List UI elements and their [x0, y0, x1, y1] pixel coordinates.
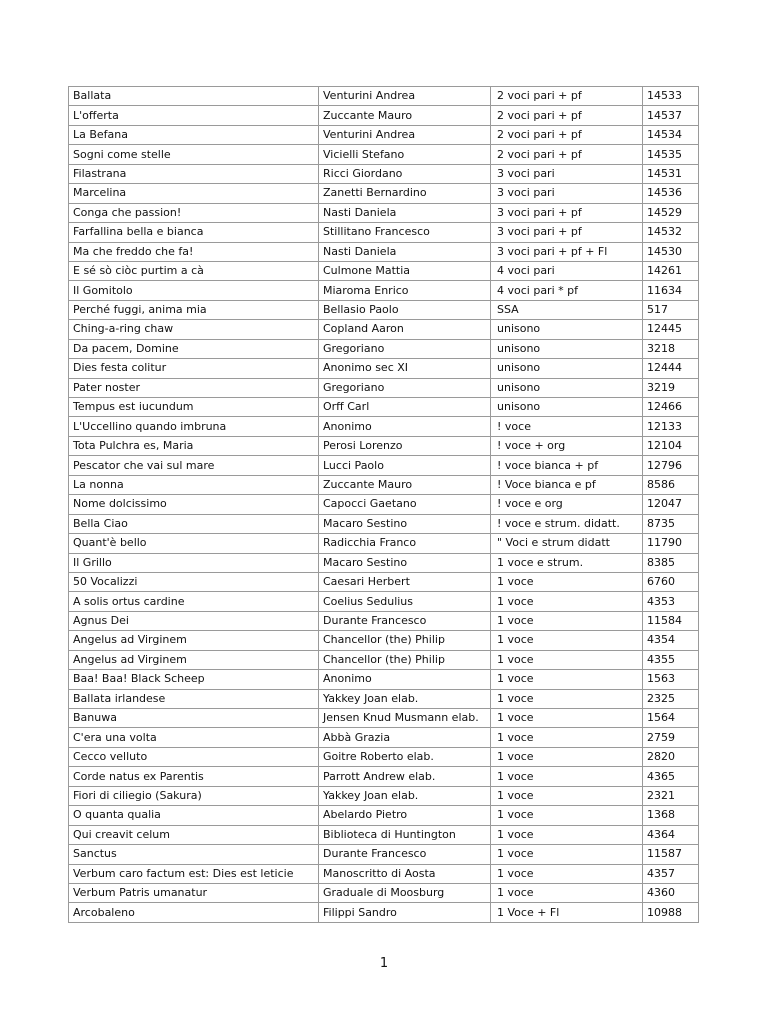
author-cell: Chancellor (the) Philip	[319, 650, 491, 669]
table-row	[69, 281, 699, 300]
table-row	[69, 456, 699, 475]
code-cell: 14529	[643, 203, 699, 222]
title-cell: C'era una volta	[69, 728, 319, 747]
table-row	[69, 709, 699, 728]
table-row	[69, 689, 699, 708]
title-cell: Farfallina bella e bianca	[69, 223, 319, 242]
table-row	[69, 553, 699, 572]
catalog-table	[68, 86, 699, 923]
code-cell: 12133	[643, 417, 699, 436]
table-row	[69, 417, 699, 436]
author-cell: Culmone Mattia	[319, 261, 491, 280]
code-cell: 4353	[643, 592, 699, 611]
author-cell: Vicielli Stefano	[319, 145, 491, 164]
table-row	[69, 87, 699, 106]
author-cell: Caesari Herbert	[319, 572, 491, 591]
title-cell: Marcelina	[69, 184, 319, 203]
table-row	[69, 786, 699, 805]
title-cell: Tota Pulchra es, Maria	[69, 436, 319, 455]
author-cell: Yakkey Joan elab.	[319, 786, 491, 805]
table-row	[69, 203, 699, 222]
author-cell: Abelardo Pietro	[319, 806, 491, 825]
code-cell: 14531	[643, 164, 699, 183]
title-cell: Ma che freddo che fa!	[69, 242, 319, 261]
code-cell: 12445	[643, 320, 699, 339]
author-cell: Copland Aaron	[319, 320, 491, 339]
voices-cell: 1 voce	[491, 747, 643, 766]
code-cell: 12444	[643, 359, 699, 378]
code-cell: 517	[643, 300, 699, 319]
table-row	[69, 572, 699, 591]
voices-cell: " Voci e strum didatt	[491, 534, 643, 553]
title-cell: Agnus Dei	[69, 611, 319, 630]
table-row	[69, 534, 699, 553]
code-cell: 12796	[643, 456, 699, 475]
table-row	[69, 883, 699, 902]
voices-cell: 1 voce	[491, 728, 643, 747]
code-cell: 2321	[643, 786, 699, 805]
table-row	[69, 592, 699, 611]
code-cell: 14530	[643, 242, 699, 261]
table-row	[69, 475, 699, 494]
table-row	[69, 806, 699, 825]
table-row	[69, 903, 699, 922]
author-cell: Nasti Daniela	[319, 242, 491, 261]
code-cell: 14537	[643, 106, 699, 125]
voices-cell: 2 voci pari + pf	[491, 87, 643, 106]
voices-cell: ! voce e org	[491, 495, 643, 514]
author-cell: Durante Francesco	[319, 611, 491, 630]
author-cell: Anonimo	[319, 670, 491, 689]
table-row	[69, 106, 699, 125]
table-row	[69, 378, 699, 397]
table-row	[69, 145, 699, 164]
title-cell: Ching-a-ring chaw	[69, 320, 319, 339]
code-cell: 8586	[643, 475, 699, 494]
author-cell: Yakkey Joan elab.	[319, 689, 491, 708]
code-cell: 12466	[643, 398, 699, 417]
table-row	[69, 300, 699, 319]
title-cell: Verbum caro factum est: Dies est leticie	[69, 864, 319, 883]
author-cell: Anonimo sec XI	[319, 359, 491, 378]
author-cell: Anonimo	[319, 417, 491, 436]
author-cell: Gregoriano	[319, 378, 491, 397]
title-cell: A solis ortus cardine	[69, 592, 319, 611]
title-cell: Da pacem, Domine	[69, 339, 319, 358]
title-cell: La Befana	[69, 125, 319, 144]
code-cell: 4360	[643, 883, 699, 902]
author-cell: Filippi Sandro	[319, 903, 491, 922]
author-cell: Zanetti Bernardino	[319, 184, 491, 203]
author-cell: Macaro Sestino	[319, 514, 491, 533]
author-cell: Jensen Knud Musmann elab.	[319, 709, 491, 728]
author-cell: Miaroma Enrico	[319, 281, 491, 300]
voices-cell: 3 voci pari + pf	[491, 223, 643, 242]
author-cell: Stillitano Francesco	[319, 223, 491, 242]
table-row	[69, 767, 699, 786]
author-cell: Chancellor (the) Philip	[319, 631, 491, 650]
table-row	[69, 650, 699, 669]
title-cell: Quant'è bello	[69, 534, 319, 553]
code-cell: 8735	[643, 514, 699, 533]
voices-cell: ! voce	[491, 417, 643, 436]
title-cell: Pescator che vai sul mare	[69, 456, 319, 475]
author-cell: Durante Francesco	[319, 845, 491, 864]
table-row	[69, 631, 699, 650]
table-row	[69, 747, 699, 766]
title-cell: L'Uccellino quando imbruna	[69, 417, 319, 436]
code-cell: 4365	[643, 767, 699, 786]
code-cell: 11584	[643, 611, 699, 630]
title-cell: Nome dolcissimo	[69, 495, 319, 514]
code-cell: 2325	[643, 689, 699, 708]
voices-cell: 2 voci pari + pf	[491, 106, 643, 125]
code-cell: 1368	[643, 806, 699, 825]
voices-cell: 1 voce	[491, 592, 643, 611]
code-cell: 4355	[643, 650, 699, 669]
title-cell: Qui creavit celum	[69, 825, 319, 844]
title-cell: Fiori di ciliegio (Sakura)	[69, 786, 319, 805]
voices-cell: unisono	[491, 339, 643, 358]
voices-cell: 1 voce	[491, 631, 643, 650]
voices-cell: unisono	[491, 378, 643, 397]
voices-cell: unisono	[491, 359, 643, 378]
code-cell: 10988	[643, 903, 699, 922]
code-cell: 8385	[643, 553, 699, 572]
table-row	[69, 164, 699, 183]
voices-cell: ! voce + org	[491, 436, 643, 455]
author-cell: Biblioteca di Huntington	[319, 825, 491, 844]
code-cell: 11790	[643, 534, 699, 553]
table-row	[69, 242, 699, 261]
voices-cell: 1 voce	[491, 786, 643, 805]
code-cell: 14535	[643, 145, 699, 164]
voices-cell: 3 voci pari	[491, 164, 643, 183]
author-cell: Abbà Grazia	[319, 728, 491, 747]
table-row	[69, 184, 699, 203]
code-cell: 3218	[643, 339, 699, 358]
table-row	[69, 728, 699, 747]
voices-cell: 3 voci pari	[491, 184, 643, 203]
author-cell: Zuccante Mauro	[319, 475, 491, 494]
voices-cell: unisono	[491, 320, 643, 339]
code-cell: 3219	[643, 378, 699, 397]
title-cell: Bella Ciao	[69, 514, 319, 533]
code-cell: 11587	[643, 845, 699, 864]
code-cell: 14532	[643, 223, 699, 242]
table-row	[69, 864, 699, 883]
table-row	[69, 514, 699, 533]
title-cell: Il Grillo	[69, 553, 319, 572]
voices-cell: 2 voci pari + pf	[491, 145, 643, 164]
voices-cell: 1 voce	[491, 709, 643, 728]
code-cell: 14536	[643, 184, 699, 203]
title-cell: Pater noster	[69, 378, 319, 397]
table-row	[69, 611, 699, 630]
voices-cell: 1 voce	[491, 845, 643, 864]
table-row	[69, 261, 699, 280]
voices-cell: ! voce e strum. didatt.	[491, 514, 643, 533]
voices-cell: 1 voce	[491, 611, 643, 630]
voices-cell: 3 voci pari + pf	[491, 203, 643, 222]
code-cell: 14534	[643, 125, 699, 144]
voices-cell: 1 voce	[491, 767, 643, 786]
author-cell: Manoscritto di Aosta	[319, 864, 491, 883]
author-cell: Venturini Andrea	[319, 87, 491, 106]
author-cell: Radicchia Franco	[319, 534, 491, 553]
title-cell: Conga che passion!	[69, 203, 319, 222]
title-cell: E sé sò ciòc purtim a cà	[69, 261, 319, 280]
voices-cell: ! voce bianca + pf	[491, 456, 643, 475]
code-cell: 1564	[643, 709, 699, 728]
title-cell: O quanta qualia	[69, 806, 319, 825]
title-cell: Tempus est iucundum	[69, 398, 319, 417]
title-cell: Il Gomitolo	[69, 281, 319, 300]
voices-cell: 1 voce e strum.	[491, 553, 643, 572]
voices-cell: SSA	[491, 300, 643, 319]
title-cell: Banuwa	[69, 709, 319, 728]
code-cell: 4364	[643, 825, 699, 844]
voices-cell: 1 voce	[491, 806, 643, 825]
title-cell: Corde natus ex Parentis	[69, 767, 319, 786]
code-cell: 4354	[643, 631, 699, 650]
code-cell: 12047	[643, 495, 699, 514]
author-cell: Parrott Andrew elab.	[319, 767, 491, 786]
voices-cell: 4 voci pari	[491, 261, 643, 280]
title-cell: Filastrana	[69, 164, 319, 183]
author-cell: Gregoriano	[319, 339, 491, 358]
voices-cell: 1 voce	[491, 864, 643, 883]
voices-cell: 1 Voce + Fl	[491, 903, 643, 922]
voices-cell: 4 voci pari * pf	[491, 281, 643, 300]
title-cell: 50 Vocalizzi	[69, 572, 319, 591]
table-row	[69, 436, 699, 455]
table-row	[69, 398, 699, 417]
title-cell: Verbum Patris umanatur	[69, 883, 319, 902]
author-cell: Lucci Paolo	[319, 456, 491, 475]
code-cell: 11634	[643, 281, 699, 300]
code-cell: 1563	[643, 670, 699, 689]
title-cell: Sanctus	[69, 845, 319, 864]
author-cell: Zuccante Mauro	[319, 106, 491, 125]
table-row	[69, 339, 699, 358]
table-row	[69, 359, 699, 378]
code-cell: 4357	[643, 864, 699, 883]
title-cell: Perché fuggi, anima mia	[69, 300, 319, 319]
table-row	[69, 845, 699, 864]
title-cell: Sogni come stelle	[69, 145, 319, 164]
table-row	[69, 670, 699, 689]
voices-cell: 1 voce	[491, 689, 643, 708]
voices-cell: unisono	[491, 398, 643, 417]
voices-cell: 2 voci pari + pf	[491, 125, 643, 144]
table-row	[69, 223, 699, 242]
table-row	[69, 320, 699, 339]
title-cell: Ballata irlandese	[69, 689, 319, 708]
author-cell: Goitre Roberto elab.	[319, 747, 491, 766]
table-row	[69, 495, 699, 514]
author-cell: Bellasio Paolo	[319, 300, 491, 319]
title-cell: Arcobaleno	[69, 903, 319, 922]
catalog-table-body	[69, 87, 699, 923]
title-cell: Angelus ad Virginem	[69, 650, 319, 669]
voices-cell: 3 voci pari + pf + Fl	[491, 242, 643, 261]
author-cell: Macaro Sestino	[319, 553, 491, 572]
title-cell: Dies festa colitur	[69, 359, 319, 378]
author-cell: Venturini Andrea	[319, 125, 491, 144]
table-row	[69, 825, 699, 844]
title-cell: L'offerta	[69, 106, 319, 125]
title-cell: Cecco velluto	[69, 747, 319, 766]
author-cell: Coelius Sedulius	[319, 592, 491, 611]
author-cell: Orff Carl	[319, 398, 491, 417]
code-cell: 12104	[643, 436, 699, 455]
title-cell: Angelus ad Virginem	[69, 631, 319, 650]
table-row	[69, 125, 699, 144]
author-cell: Capocci Gaetano	[319, 495, 491, 514]
voices-cell: 1 voce	[491, 825, 643, 844]
voices-cell: 1 voce	[491, 572, 643, 591]
code-cell: 14261	[643, 261, 699, 280]
author-cell: Perosi Lorenzo	[319, 436, 491, 455]
code-cell: 2820	[643, 747, 699, 766]
code-cell: 14533	[643, 87, 699, 106]
title-cell: Ballata	[69, 87, 319, 106]
page-number: 1	[379, 956, 389, 971]
code-cell: 6760	[643, 572, 699, 591]
voices-cell: 1 voce	[491, 670, 643, 689]
author-cell: Nasti Daniela	[319, 203, 491, 222]
title-cell: Baa! Baa! Black Scheep	[69, 670, 319, 689]
author-cell: Ricci Giordano	[319, 164, 491, 183]
code-cell: 2759	[643, 728, 699, 747]
voices-cell: 1 voce	[491, 650, 643, 669]
voices-cell: ! Voce bianca e pf	[491, 475, 643, 494]
voices-cell: 1 voce	[491, 883, 643, 902]
author-cell: Graduale di Moosburg	[319, 883, 491, 902]
title-cell: La nonna	[69, 475, 319, 494]
